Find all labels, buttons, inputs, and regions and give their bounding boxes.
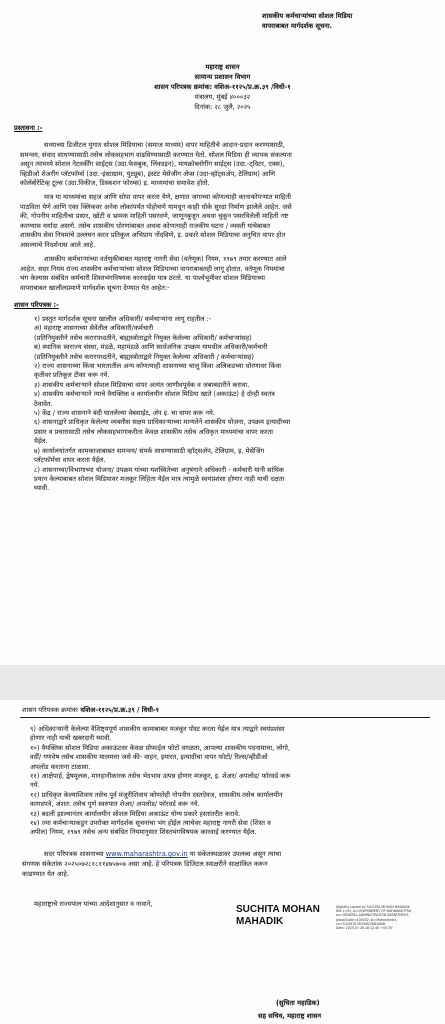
text-line: कोलॅबोरेटिव्ह टूल्स (उदा.विकीज, डिस्कशन फोरम्स) इ. माध्यमांचा समावेश होतो. (20, 179, 210, 188)
text-line: असून त्यामध्ये सोशल नेटवर्कींग साईट्स (उदा.फेसबुक, लिंक्डइन), मायक्रोब्लॉगींग साईट्स (उदा.-ट्विटर, एक्स), (20, 160, 285, 169)
list-item: अपलोड करताना टाळावा. (30, 762, 91, 771)
preamble-paragraph-1 (20, 141, 432, 189)
text-line: मात्र या माध्यमांचा सहज आणि सोपा वापर करता येणे, क्षणात जगाच्या कोणत्याही कानाकोपऱ्यात माहिती (44, 193, 291, 201)
text-line: आहेत. सदर नियम राज्य शासकीय कर्मचाऱ्यांच्या सोशल मिडियाच्या वापराबाबतही लागू होतात. वर्तणूक नियमांचा (20, 264, 285, 273)
text-line: असल्याचे निदर्शनास आले आहे. (20, 240, 96, 249)
list-item: १) प्रस्तुत मार्गदर्शक सूचना खालील अधिकारी/ कर्मचाऱ्यांना लागू राहतील :- (34, 315, 212, 323)
subject-line-2: वापराबाबत मार्गदर्शक सूचना. (262, 22, 333, 30)
text-line: वापराबाबत खालीलप्रमाणे मार्गदर्शक सूचना देण्यात येत आहेत:- (20, 283, 170, 292)
list-item: १०) वैयक्तिक सोशल मिडिया अकाऊंटवर केवळ प्रोफाईल फोटो वगळता, आपल्या शासकीय पदनामाचा, लोगो, (30, 743, 291, 752)
text-line: भंग केल्यास संबंधित कर्मचारी शिस्तभंगविषयक कारवाईस पात्र ठरतो. या पार्श्वभूमीवर सोशल मिडियाच्या (20, 274, 265, 283)
list-item: ९) अधिकाऱ्यांनी केलेल्या वैशिष्ट्यपूर्ण शासकीय कामाबाबत मजकूर पोस्ट करता येईल मात्र त्याद्वारे स्वयंप्रशंसा (30, 725, 285, 733)
list-item: १४) ज्या कर्मचाऱ्याकडून उपरोक्त मार्गदर्शक सूचनांचा भंग होईल त्याचेवर महाराष्ट्र नागरी सेवा (शिस्त व (30, 819, 271, 828)
page-gap (0, 665, 445, 700)
list-item: वर्दी/ गणवेष तसेच शासकीय मालमत्ता जसे की- वाहन, इमारत, इत्यादीचा वापर फोटो/ रिल्स/व्हीडीओ (30, 753, 268, 762)
sig-meta-line: cn=SUCHITA MOHAN MAHADIK (336, 921, 386, 926)
list-item: ३) शासकीय कर्मचाऱ्याने सोशल मिडियाचा वापर अत्यंत जाणीवपूर्वक व जबाबदारीने करावा. (34, 380, 250, 389)
gr-number-line (0, 83, 445, 92)
sig-meta-line: Digitally signed by SUCHITA MOHAN MAHADIK (336, 905, 410, 909)
document-page-2 (0, 700, 445, 1024)
list-item: ६) शासनाद्वारे प्राधिकृत केलेल्या व्यक्तीस सक्षम प्राधिकाऱ्याच्या मान्यतेने शासकीय योजना, उपक्रम इत्यादीच्या (34, 418, 291, 427)
preamble-heading: प्रस्तावना :- (14, 124, 43, 132)
list-item: ५) केंद्र / राज्य शासनाने बंदी घातलेल्या वेबसाईट, ॲप इ. चा वापर करू नये. (34, 409, 215, 418)
list-item: ४) शासकीय कर्मचाऱ्याने त्याचे वैयक्तिक व कार्यालयीन सोशल मिडिया खाते (अकाऊंट) हे दोन्ही स्वतंत्र (34, 390, 275, 399)
list-item: १२) प्राधिकृत केल्याशिवाय तसेच पूर्व मंजुरीशिवाय कोणतेही गोपनीय दस्तऐवज, शासकीय तसेच कार्यालयीन (30, 790, 283, 799)
address: मंत्रालय, मुंबई ४०००३२ (194, 93, 251, 101)
sig-meta-line: postalCode=400032, st=Maharashtra, (336, 917, 398, 922)
page2-header-number: वशिअ-११२५/प्र.क्र.३९ / विधी-१ (80, 706, 160, 714)
closing-line: महाराष्ट्राचे राज्यपाल यांच्या आदेशानुसार व नावाने, (34, 900, 153, 908)
footer-post: या संकेतस्थळावर उपलब्ध असून त्याचा (189, 850, 282, 858)
circular-items-continued (30, 725, 434, 838)
signature-name-line-1: SUCHITA MOHAN (236, 904, 320, 915)
signature-name-line-2: MAHADIK (236, 916, 284, 927)
list-item: प्लॅटफॉर्मचा वापर करता येईल. (34, 456, 106, 465)
page2-header (22, 706, 159, 715)
signatory-name: (सुचिता महाडिक) (276, 999, 320, 1007)
circular-items (34, 315, 434, 494)
list-item: प्रसार व प्रचारासाठी तसेच लोकसहभागाकरीता केवळ शासकीय तसेच अधिकृत माध्यमांचा वापर करता (34, 427, 273, 436)
footer-line-2: संगणक संकेतांक २०२५०७२८१८११४७५७०७ असा आहे. हे परिपत्रक डिजिटल स्वाक्षरीने साक्षांकित करून (22, 860, 268, 868)
list-item: येईल. (34, 437, 48, 446)
signatory-title: सह सचिव, महाराष्ट्र शासन (258, 1012, 322, 1020)
gr-number: वशिअ-११२५/प्र.क्र.३९ /विधी-१ (214, 83, 291, 91)
gov-title: महाराष्ट्र शासन (205, 63, 240, 71)
list-item: ठेवावेत. (34, 399, 53, 408)
circular-heading: शासन परिपत्रक :- (14, 301, 59, 309)
list-item: प्रयत्न केल्याबाबत सोशल मिडियावर मजकूर लिहिता येईल मात्र त्यामुळे स्वयंप्रशंसा होणार नाही याची दक्षता (34, 474, 285, 483)
list-item: कागदपत्रे, अंशत: तसेच पूर्ण स्वरुपात शेअर/ अपलोड/ फॉरवर्ड करू नये. (30, 800, 200, 809)
list-item: २) राज्य शासनाच्या किंवा भारतातील अन्य कोणत्याही शासनाच्या चालू किंवा अलिकडच्या धोरणावर किंवा (34, 362, 281, 371)
footer-line-3: काढण्यात येत आहे. (22, 870, 70, 878)
header-divider (20, 717, 430, 718)
list-item: होणार नाही याची खबरदारी घ्यावी. (30, 734, 112, 743)
text-line: की, गोपनीय माहितीचा प्रसार, खोटी व भ्रामक माहिती पसरवणे, जाणूनबुजून अथवा चुकून पसरविलेली माहिती नष्ट (20, 212, 289, 221)
footer-line-1 (44, 850, 281, 859)
text-line: शासकीय सेवा नियमांचे उल्लंघन करत प्रतिकूल अभिप्राय नोंदविणे, इ. प्रकारे सोशल मिडियाचा अनुचित वापर होत (20, 231, 286, 240)
text-line: करण्यास मर्यादा असणे. तसेच शासकीय धोरणांबाबत अथवा कोणत्याही राजकीय घटना / व्यक्ती यांचेबाबत (20, 221, 270, 230)
list-item: नये. (30, 781, 40, 790)
text-line: समन्वय, संवाद साधण्यासाठी तसेच लोकसहभाग वाढविण्यासाठी करण्यात येतो. सोशल मिडिया ही व्यापक संकल्पना (20, 150, 292, 159)
text-line: सध्याच्या डिजीटल युगात सोशल मिडियाचा (समाज माध्यम) वापर माहितीचे आदान-प्रदान करण्यासाठी, (44, 141, 285, 149)
digital-signature-details (336, 905, 436, 930)
website-link[interactable]: www.maharashtra.gov.in (105, 850, 188, 858)
list-item: (प्रतिनियुक्तीने तसेच करारपध्दतीने, बाह्यस्त्रोताद्वारे नियुक्त केलेल्या अधिकारी / कर्मचाऱ्यांसह) (34, 352, 254, 361)
list-item: कृतीवर प्रतिकूल टीका करू नये. (34, 371, 110, 380)
footer-pre: सदर परिपत्रक शासनाच्या (44, 850, 104, 858)
text-line: पाठविता येणे आणि एका क्लिकवर अनेक लोकांपर्यंत पोहोचणे यामधून काही धोके सुध्दा निर्माण झालेले आहेत. जसे (20, 202, 292, 211)
sig-meta-line: ou=GENERAL ADMINISTRATION DEPARTMENT, (336, 913, 410, 918)
subject-line-1: शासकीय कर्मचाऱ्यांच्या सोशल मिडिया (262, 12, 353, 20)
sig-meta-line: DN: c=IN, o=GOVERNMENT OF MAHARASHTRA, (336, 909, 412, 914)
signature-block (236, 904, 320, 928)
list-item: घ्यावी. (34, 484, 50, 493)
text-line: व्हिडीओ शेअरींग प्लॅटफॉर्म्स (उदा.-इंस्टाग्राम, युट्यूब), इंस्टंट मेसेजींग ॲप्स (उदा-व्हॉट्सॲप, टेलिग्राम) आणि (20, 169, 276, 178)
preamble-paragraph-2 (20, 193, 432, 251)
page2-header-label: शासन परिपत्रक क्रमांकः (22, 706, 79, 714)
list-item: ८) शासनाच्या/विभागाच्या योजना/ उपक्रम यांच्या यशस्वितेच्या अनुषंगाने अधिकारी - कर्मचारी यांनी सांघिक (34, 465, 284, 474)
list-item: (प्रतिनियुक्तीने तसेच करारपध्दतीने, बाह्यस्त्रोताद्वारे नियुक्त केलेल्या अधिकारी/ कर्मचाऱ्यांसह) (34, 333, 252, 342)
list-item: १३) बदली झाल्यानंतर कार्यालयीन सोशल मिडिया अकाऊंट योग्य प्रकारे हस्तांतरीत करावे. (30, 809, 241, 818)
list-item: ७) कार्यालयांतर्गत कामकाजाबाबत समन्वय/ संपर्क साधण्यासाठी व्हॉट्सॲप, टेलिग्राम, इ. मेसेजिंग (34, 446, 265, 455)
preamble-paragraph-3 (20, 255, 432, 293)
date: दिनांक: २८ जुलै, २०२५ (194, 103, 251, 111)
list-item: अपील) नियम, १९७९ तसेच अन्य संबंधित नियमानुसार शिस्तभंगविषयक कारवाई करण्यात येईल. (30, 828, 257, 837)
dept-title: सामान्य प्रशासन विभाग (194, 73, 251, 81)
text-line: शासकीय कर्मचाऱ्यांच्या वर्तणुकीबाबत महाराष्ट्र नागरी सेवा (वर्तणूक) नियम, १९७९ तयार करण्यात आले (44, 255, 287, 263)
list-item: ब) स्थानिक स्वराज्य संस्था, मंडळे, महामंडळे आणि सार्वजनिक उपक्रम यामधील अधिकारी/कर्मचारी (34, 343, 268, 352)
sig-meta-line: Date: 2025.07.28 18:12:40 +05'30' (336, 926, 393, 931)
list-item: ११) आक्षेपार्ह, द्वेषमूलक, मानहानीकारक तसेच भेदभाव उत्पन्न होणार मजकूर, इ. शेअर/ अपलोड/ फॉरवर्ड करू (30, 772, 291, 781)
list-item: अ) महाराष्ट्र शासनाच्या सेवेतील अधिकारी/कर्मचारी (34, 324, 154, 333)
gr-label: शासन परिपत्रक क्रमांक: (154, 83, 213, 91)
